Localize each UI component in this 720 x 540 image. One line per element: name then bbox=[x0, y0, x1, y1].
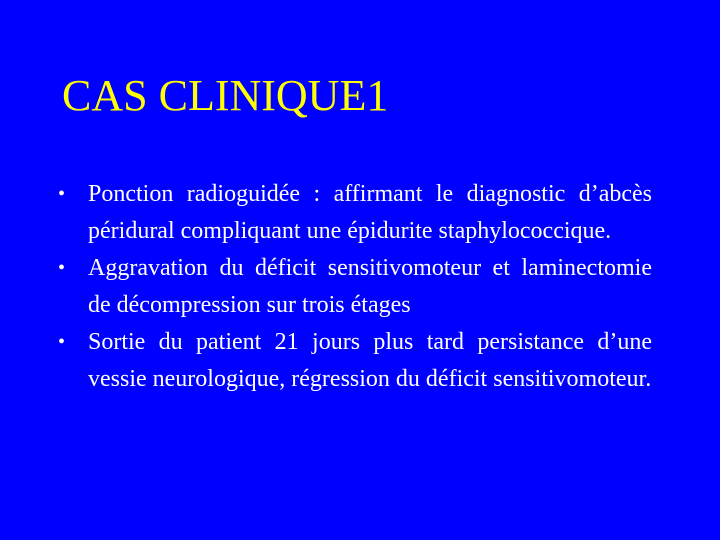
bullet-text: Aggravation du déficit sensitivomoteur et laminectomie de décompression sur trois étages bbox=[88, 255, 652, 318]
bullet-icon: • bbox=[58, 183, 66, 205]
bullet-text: Ponction radioguidée : affirmant le diagnostic d’abcès péridural compliquant une épidurite staphylococcique. bbox=[88, 181, 652, 244]
bullet-list bbox=[58, 176, 652, 398]
bullet-item bbox=[58, 176, 652, 250]
bullet-item bbox=[58, 324, 652, 398]
slide-title: CAS CLINIQUE1 bbox=[62, 71, 389, 120]
bullet-item bbox=[58, 250, 652, 324]
bullet-icon: • bbox=[58, 331, 66, 353]
bullet-icon: • bbox=[58, 257, 66, 279]
bullet-text: Sortie du patient 21 jours plus tard persistance d’une vessie neurologique, régression du déficit sensitivomoteur. bbox=[88, 329, 652, 392]
